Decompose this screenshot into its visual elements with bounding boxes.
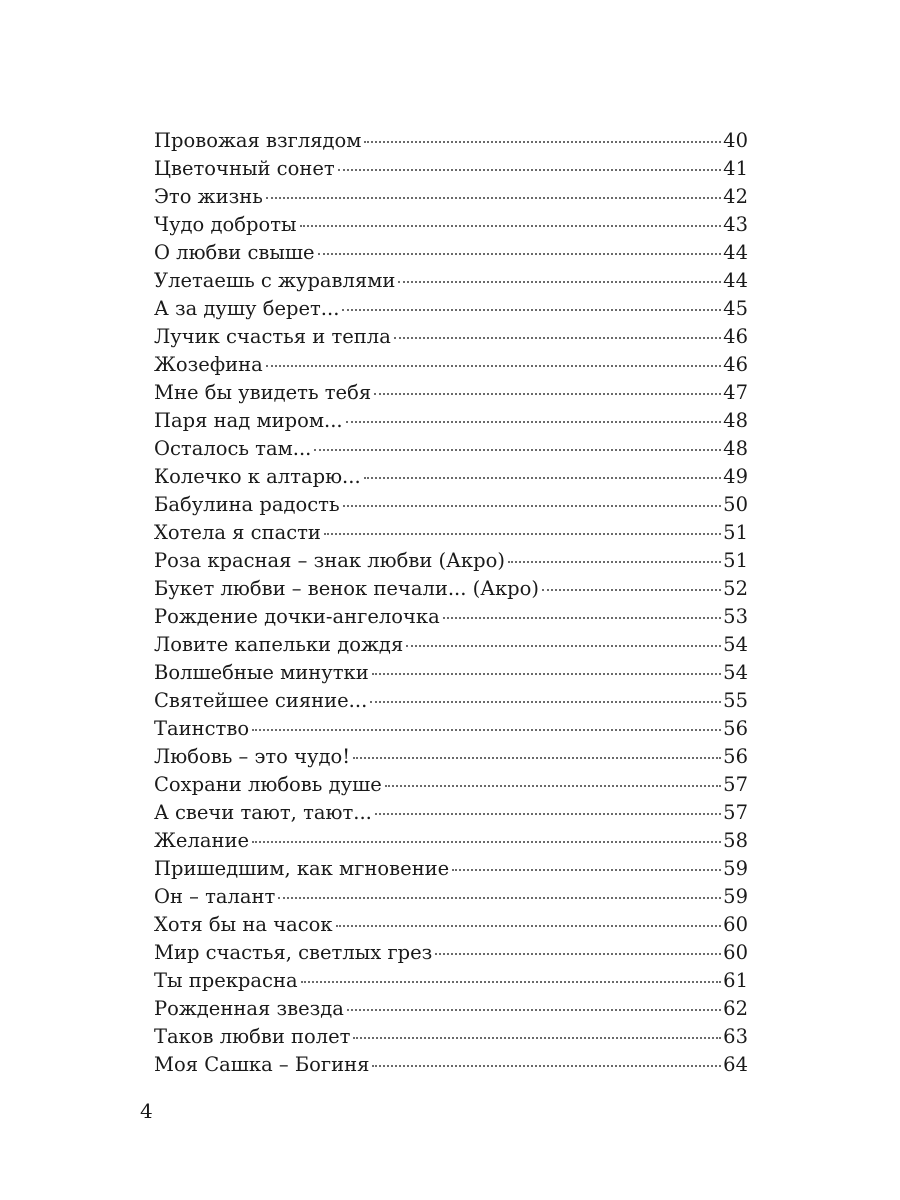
toc-entry-page: 63 [723, 1025, 748, 1048]
toc-entry-title: Он – талант [154, 885, 276, 908]
toc-entry[interactable] [154, 155, 748, 183]
toc-entry-title: Пришедшим, как мгновение [154, 857, 450, 880]
toc-entry[interactable] [154, 547, 748, 575]
toc-dot-leader [452, 869, 721, 871]
toc-dot-leader [353, 757, 721, 759]
toc-dot-leader [278, 897, 721, 899]
toc-dot-leader [314, 449, 721, 451]
toc-dot-leader [370, 701, 721, 703]
toc-entry[interactable] [154, 239, 748, 267]
toc-entry-page: 59 [723, 857, 748, 880]
toc-entry[interactable] [154, 267, 748, 295]
toc-entry-page: 48 [723, 409, 748, 432]
toc-entry[interactable] [154, 519, 748, 547]
toc-dot-leader [343, 505, 722, 507]
toc-entry[interactable] [154, 743, 748, 771]
toc-entry[interactable] [154, 575, 748, 603]
toc-entry-page: 61 [723, 969, 748, 992]
toc-entry-title: Ты прекрасна [154, 969, 298, 992]
toc-entry-title: Таков любви полет [154, 1025, 351, 1048]
toc-dot-leader [385, 785, 721, 787]
toc-entry-page: 57 [723, 773, 748, 796]
table-of-contents [154, 127, 748, 1079]
toc-entry-title: О любви свыше [154, 241, 315, 264]
toc-entry-page: 40 [723, 129, 748, 152]
toc-entry-title: Рожденная звезда [154, 997, 344, 1020]
toc-entry[interactable] [154, 407, 748, 435]
toc-entry[interactable] [154, 379, 748, 407]
toc-entry-title: Рождение дочки-ангелочка [154, 605, 440, 628]
toc-dot-leader [342, 309, 721, 311]
toc-entry-page: 49 [723, 465, 748, 488]
toc-dot-leader [300, 225, 722, 227]
toc-dot-leader [375, 813, 721, 815]
toc-entry-page: 51 [723, 549, 748, 572]
toc-entry-title: Мне бы увидеть тебя [154, 381, 372, 404]
toc-dot-leader [346, 421, 722, 423]
toc-entry-title: Ловите капельки дождя [154, 633, 404, 656]
toc-entry-title: Хотя бы на часок [154, 913, 333, 936]
toc-entry-title: Хотела я спасти [154, 521, 321, 544]
toc-dot-leader [374, 393, 721, 395]
toc-entry[interactable] [154, 967, 748, 995]
toc-entry[interactable] [154, 939, 748, 967]
toc-entry-page: 43 [723, 213, 748, 236]
toc-entry[interactable] [154, 323, 748, 351]
toc-dot-leader [266, 197, 721, 199]
toc-entry-title: Жозефина [154, 353, 263, 376]
toc-entry[interactable] [154, 295, 748, 323]
toc-entry-page: 57 [723, 801, 748, 824]
toc-entry-page: 55 [723, 689, 748, 712]
toc-entry[interactable] [154, 351, 748, 379]
toc-entry[interactable] [154, 995, 748, 1023]
toc-entry-page: 59 [723, 885, 748, 908]
toc-dot-leader [338, 169, 722, 171]
toc-entry[interactable] [154, 659, 748, 687]
toc-entry-title: Чудо доброты [154, 213, 297, 236]
toc-dot-leader [364, 477, 722, 479]
toc-entry-page: 52 [723, 577, 748, 600]
toc-dot-leader [443, 617, 721, 619]
toc-entry-page: 41 [723, 157, 748, 180]
toc-entry-title: Осталось там... [154, 437, 312, 460]
toc-entry[interactable] [154, 463, 748, 491]
toc-entry[interactable] [154, 883, 748, 911]
toc-entry[interactable] [154, 855, 748, 883]
toc-entry-page: 64 [723, 1053, 748, 1076]
toc-entry-title: Бабулина радость [154, 493, 340, 516]
toc-entry-page: 44 [723, 269, 748, 292]
toc-entry-title: Улетаешь с журавлями [154, 269, 396, 292]
toc-entry-page: 50 [723, 493, 748, 516]
toc-entry-page: 45 [723, 297, 748, 320]
toc-entry[interactable] [154, 1023, 748, 1051]
toc-entry-title: А за душу берет... [154, 297, 340, 320]
toc-entry-title: Колечко к алтарю... [154, 465, 361, 488]
toc-entry[interactable] [154, 435, 748, 463]
toc-entry[interactable] [154, 631, 748, 659]
toc-dot-leader [252, 729, 721, 731]
toc-dot-leader [372, 673, 721, 675]
page-number: 4 [140, 1099, 153, 1123]
toc-entry[interactable] [154, 211, 748, 239]
toc-entry[interactable] [154, 183, 748, 211]
toc-entry-title: Цветочный сонет [154, 157, 335, 180]
toc-entry-page: 44 [723, 241, 748, 264]
toc-entry[interactable] [154, 771, 748, 799]
toc-entry-title: Волшебные минутки [154, 661, 369, 684]
toc-entry[interactable] [154, 827, 748, 855]
toc-dot-leader [336, 925, 722, 927]
toc-dot-leader [353, 1037, 721, 1039]
toc-dot-leader [394, 337, 721, 339]
toc-entry-title: Букет любви – венок печали... (Акро) [154, 577, 540, 600]
toc-entry[interactable] [154, 127, 748, 155]
toc-entry-title: Желание [154, 829, 249, 852]
toc-entry-page: 53 [723, 605, 748, 628]
toc-entry-page: 54 [723, 661, 748, 684]
toc-dot-leader [372, 1065, 721, 1067]
toc-entry-title: Провожая взглядом [154, 129, 362, 152]
toc-entry-page: 54 [723, 633, 748, 656]
toc-entry-page: 60 [723, 913, 748, 936]
toc-dot-leader [435, 953, 721, 955]
toc-entry-page: 58 [723, 829, 748, 852]
toc-dot-leader [364, 141, 721, 143]
toc-entry-title: Мир счастья, светлых грез [154, 941, 433, 964]
toc-entry[interactable] [154, 799, 748, 827]
toc-entry[interactable] [154, 491, 748, 519]
toc-entry-title: Моя Сашка – Богиня [154, 1053, 370, 1076]
toc-entry-page: 56 [723, 745, 748, 768]
toc-entry-title: Святейшее сияние... [154, 689, 368, 712]
toc-entry[interactable] [154, 1051, 748, 1079]
toc-entry-page: 47 [723, 381, 748, 404]
toc-entry[interactable] [154, 715, 748, 743]
toc-entry-title: Сохрани любовь душе [154, 773, 382, 796]
toc-entry-page: 51 [723, 521, 748, 544]
toc-entry-title: Лучик счастья и тепла [154, 325, 391, 348]
toc-dot-leader [508, 561, 721, 563]
toc-entry-title: А свечи тают, тают... [154, 801, 372, 824]
toc-entry-title: Любовь – это чудо! [154, 745, 351, 768]
toc-entry-title: Это жизнь [154, 185, 263, 208]
toc-dot-leader [324, 533, 721, 535]
toc-entry-page: 62 [723, 997, 748, 1020]
toc-entry-title: Паря над миром... [154, 409, 343, 432]
toc-entry-page: 46 [723, 325, 748, 348]
toc-entry[interactable] [154, 687, 748, 715]
toc-dot-leader [266, 365, 721, 367]
toc-entry-page: 48 [723, 437, 748, 460]
toc-entry-page: 46 [723, 353, 748, 376]
toc-dot-leader [398, 281, 721, 283]
toc-entry-page: 42 [723, 185, 748, 208]
toc-entry-title: Таинство [154, 717, 250, 740]
toc-entry-page: 56 [723, 717, 748, 740]
toc-entry-title: Роза красная – знак любви (Акро) [154, 549, 505, 572]
toc-entry[interactable] [154, 603, 748, 631]
toc-dot-leader [347, 1009, 721, 1011]
toc-dot-leader [542, 589, 721, 591]
toc-dot-leader [318, 253, 722, 255]
toc-entry[interactable] [154, 911, 748, 939]
toc-entry-page: 60 [723, 941, 748, 964]
toc-dot-leader [301, 981, 722, 983]
toc-dot-leader [406, 645, 721, 647]
toc-dot-leader [252, 841, 721, 843]
